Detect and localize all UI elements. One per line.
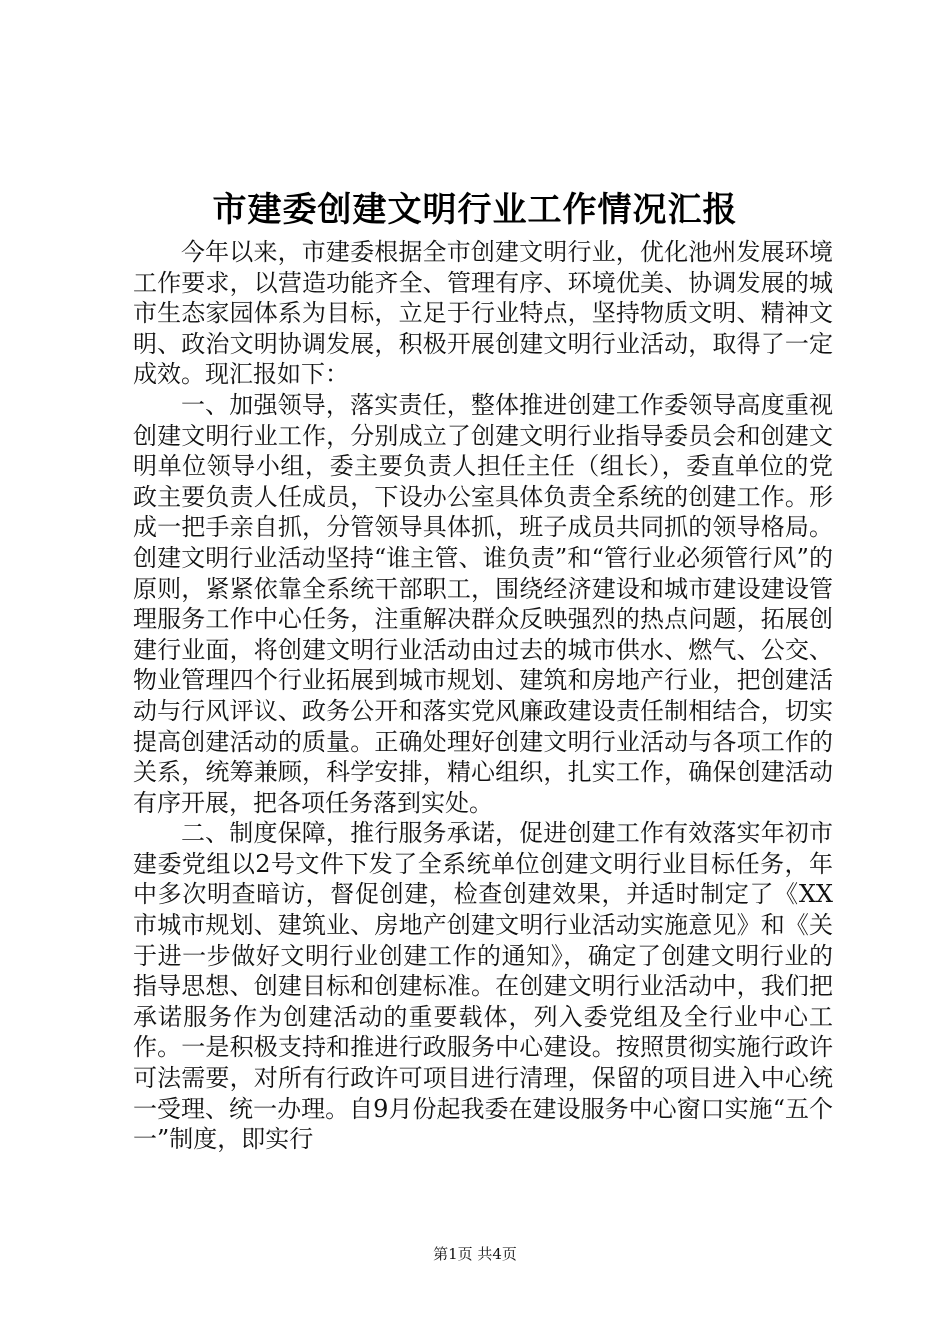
paragraph-section-one: 一、加强领导，落实责任，整体推进创建工作委领导高度重视创建文明行业工作，分别成立了创建文明行业指导委员会和创建文明单位领导小组，委主要负责人担任主任（组长），委直单位的党政主要负责人任成员，下设办公室具体负责全系统的创建工作。形成一把手亲自抓，分管领导具体抓，班子成员共同抓的领导格局。创建文明行业活动坚持“谁主管、谁负责”和“管行业必须管行风”的原则，紧紧依靠全系统干部职工，围绕经济建设和城市建设建设管理服务工作中心任务，注重解决群众反映强烈的热点问题，拓展创建行业面，将创建文明行业活动由过去的城市供水、燃气、公交、物业管理四个行业拓展到城市规划、建筑和房地产行业，把创建活动与行风评议、政务公开和落实党风廉政建设责任制相结合，切实提高创建活动的质量。正确处理好创建文明行业活动与各项工作的关系，统筹兼顾，科学安排，精心组织，扎实工作，确保创建活动有序开展，把各项任务落到实处。	[133, 390, 833, 817]
document-title: 市建委创建文明行业工作情况汇报	[212, 190, 738, 230]
paragraph-section-two: 二、制度保障，推行服务承诺，促进创建工作有效落实年初市建委党组以2号文件下发了全系统单位创建文明行业目标任务，年中多次明查暗访，督促创建，检查创建效果，并适时制定了《XX市城市规划、建筑业、房地产创建文明行业活动实施意见》和《关于进一步做好文明行业创建工作的通知》，确定了创建文明行业的指导思想、创建目标和创建标准。在创建文明行业活动中，我们把承诺服务作为创建活动的重要载体，列入委党组及全行业中心工作。一是积极支持和推进行政服务中心建设。按照贯彻实施行政许可法需要，对所有行政许可项目进行清理，保留的项目进入中心统一受理、统一办理。自9月份起我委在建设服务中心窗口实施“五个一”制度，即实行	[133, 819, 833, 1154]
document-body	[133, 237, 833, 1155]
page-number-footer: 第1页 共4页	[433, 1245, 517, 1263]
paragraph-intro: 今年以来，市建委根据全市创建文明行业，优化池州发展环境工作要求，以营造功能齐全、管理有序、环境优美、协调发展的城市生态家园体系为目标，立足于行业特点，坚持物质文明、精神文明、政治文明协调发展，积极开展创建文明行业活动，取得了一定成效。现汇报如下：	[133, 238, 833, 389]
